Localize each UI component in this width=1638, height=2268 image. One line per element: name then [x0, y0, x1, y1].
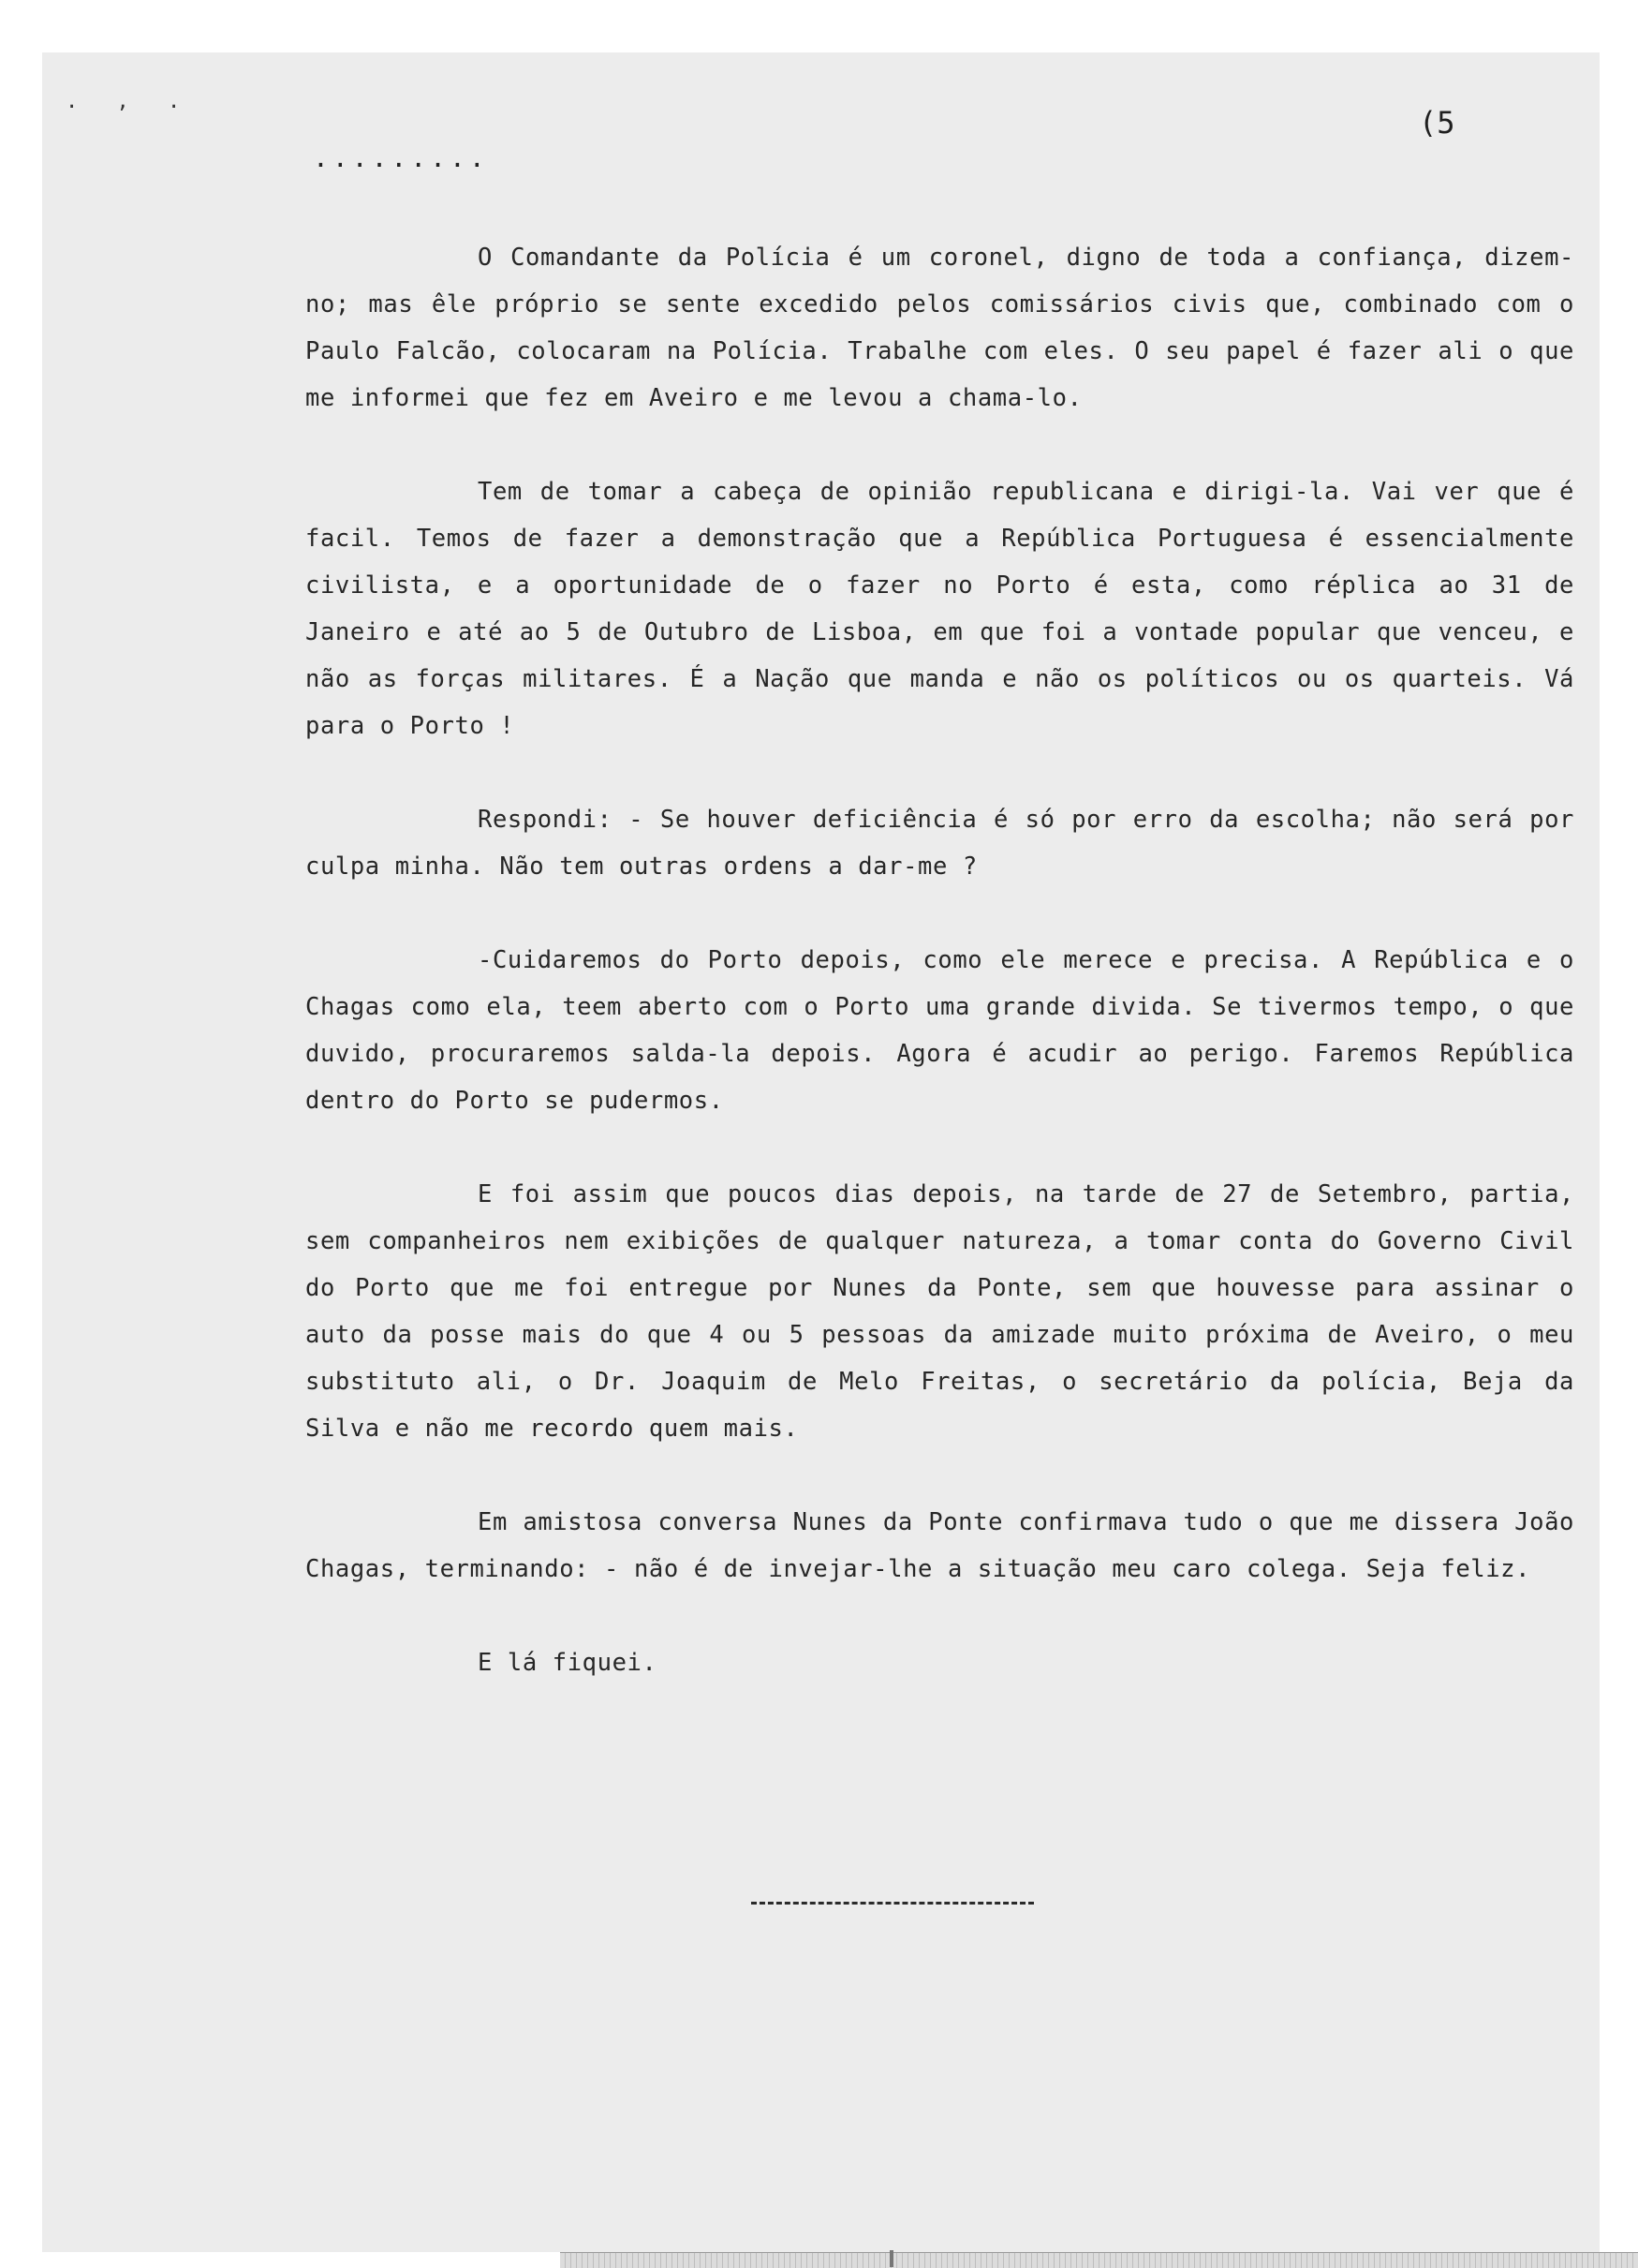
document-body	[305, 234, 1574, 1733]
paragraph: Tem de tomar a cabeça de opinião republicana e dirigi-la. Vai ver que é facil. Temos de fazer a demonstração que a República Portuguesa é essencialmente civilista, e a oportunidade de o fazer no Porto é esta, como réplica ao 31 de Janeiro e até ao 5 de Outubro de Lisboa, em que foi a vontade popular que venceu, e não as forças militares. É a Nação que manda e não os políticos ou os quarteis. Vá para o Porto !	[305, 478, 1574, 740]
page-number: (5	[1419, 105, 1455, 141]
paragraph-closing: E lá fiquei.	[478, 1649, 657, 1677]
paragraph: -Cuidaremos do Porto depois, como ele merece e precisa. A República e o Chagas como ela, teem aberto com o Porto uma grande divida. Se tivermos tempo, o que duvido, procuraremos salda-la depois. Agora é acudir ao perigo. Faremos República dentro do Porto se pudermos.	[305, 946, 1574, 1115]
paragraph: O Comandante da Polícia é um coronel, digno de toda a confiança, dizem-no; mas êle próprio se sente excedido pelos comissários civis que, combinado com o Paulo Falcão, colocaram na Polícia. Trabalhe com eles. O seu papel é fazer ali o que me informei que fez em Aveiro e me levou a chama-lo.	[305, 244, 1574, 412]
scan-ruler-marker	[890, 2250, 893, 2267]
paragraph: E foi assim que poucos dias depois, na tarde de 27 de Setembro, partia, sem companheiros nem exibições de qualquer natureza, a tomar conta do Governo Civil do Porto que me foi entregue por Nunes da Ponte, sem que houvesse para assinar o auto da posse mais do que 4 ou 5 pessoas da amizade muito próxima de Aveiro, o meu substituto ali, o Dr. Joaquim de Melo Freitas, o secretário da polícia, Beja da Silva e não me recordo quem mais.	[305, 1180, 1574, 1443]
page-marks: . , .	[66, 90, 194, 113]
end-divider	[751, 1902, 1034, 1905]
paragraph: Respondi: - Se houver deficiência é só por erro da escolha; não será por culpa minha. Não tem outras ordens a dar-me ?	[305, 806, 1574, 881]
scan-ruler	[560, 2252, 1638, 2268]
continuation-dots: .........	[313, 142, 489, 173]
paragraph: Em amistosa conversa Nunes da Ponte confirmava tudo o que me dissera João Chagas, terminando: - não é de invejar-lhe a situação meu caro colega. Seja feliz.	[305, 1508, 1574, 1583]
